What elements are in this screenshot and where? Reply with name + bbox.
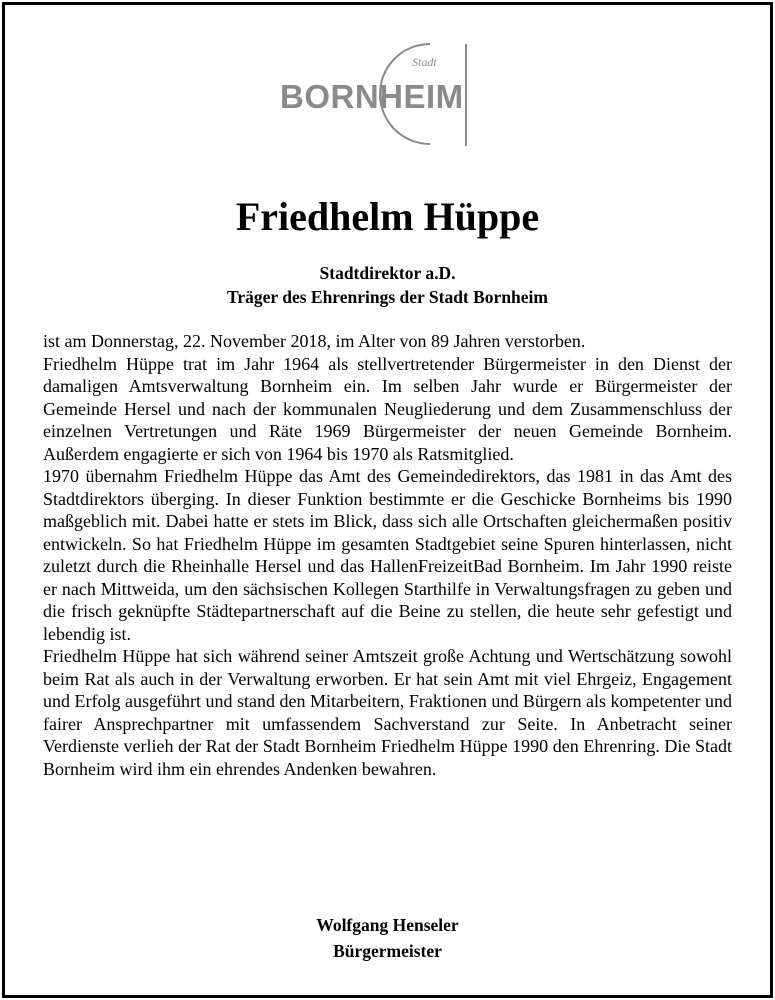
body-paragraph: Friedhelm Hüppe hat sich während seiner Amtszeit große Achtung und Wertschätzung sowohl beim Rat als auch in der Verwaltung erworben. Er hat sein Amt mit viel Ehrgeiz, Engagement und Erfolg ausgeführt und stand den Mitarbeitern, Fraktionen und Bürgern als kompetenter und fairer Ansprechpartner mit umfassendem Sachverstand zur Seite. In Anbetracht seiner Verdienste verlieh der Rat der Stadt Bornheim Friedhelm Hüppe 1990 den Ehrenring. Die Stadt Bornheim wird ihm ein ehrendes Andenken bewahren. [43, 646, 733, 779]
notice-body [43, 330, 732, 780]
deceased-title: Stadtdirektor a.D. [319, 263, 456, 283]
body-paragraph: Friedhelm Hüppe trat im Jahr 1964 als stellvertretender Bürgermeister in den Dienst der damaligen Amtsverwaltung Bornheim ein. Im selben Jahr wurde er Bürgermeister der Gemeinde Hersel und nach der kommunalen Neugliederung und dem Zusammenschluss der einzelnen Vertretungen und Räte 1969 Bürgermeister der neuen Gemeinde Bornheim. Außerdem engagierte er sich von 1964 bis 1970 als Ratsmitglied. [43, 353, 732, 464]
deceased-name: Friedhelm Hüppe [235, 194, 540, 239]
signatory-name: Wolfgang Henseler [316, 915, 459, 935]
logo-stadt-text: Stadt [412, 55, 437, 69]
logo-wordmark: BORNHEIM [280, 78, 464, 115]
body-paragraph: ist am Donnerstag, 22. November 2018, im Alter von 89 Jahren verstorben. [43, 331, 586, 351]
body-paragraph: 1970 übernahm Friedhelm Hüppe das Amt des Gemeindedirektors, das 1981 in das Amt des Stadtdirektors überging. In dieser Funktion bestimmte er die Geschicke Bornheims bis 1990 maßgeblich mit. Dabei hatte er stets im Blick, dass sich alle Ortschaften gleichermaßen positiv entwickeln. So hat Friedhelm Hüppe im gesamten Stadtgebiet seine Spuren hinterlassen, nicht zuletzt durch die Rheinhalle Hersel und das HallenFreizeitBad Bornheim. Im Jahr 1990 reiste er nach Mittweida, um den sächsischen Kollegen Starthilfe in Verwaltungsfragen zu geben und die frisch geknüpfte Städtepartnerschaft auf die Beine zu stellen, die heute sehr gefestigt und lebendig ist. [43, 466, 732, 644]
city-logo [278, 40, 488, 150]
signatory-role: Bürgermeister [333, 941, 442, 961]
deceased-honor: Träger des Ehrenrings der Stadt Bornheim [226, 287, 548, 307]
